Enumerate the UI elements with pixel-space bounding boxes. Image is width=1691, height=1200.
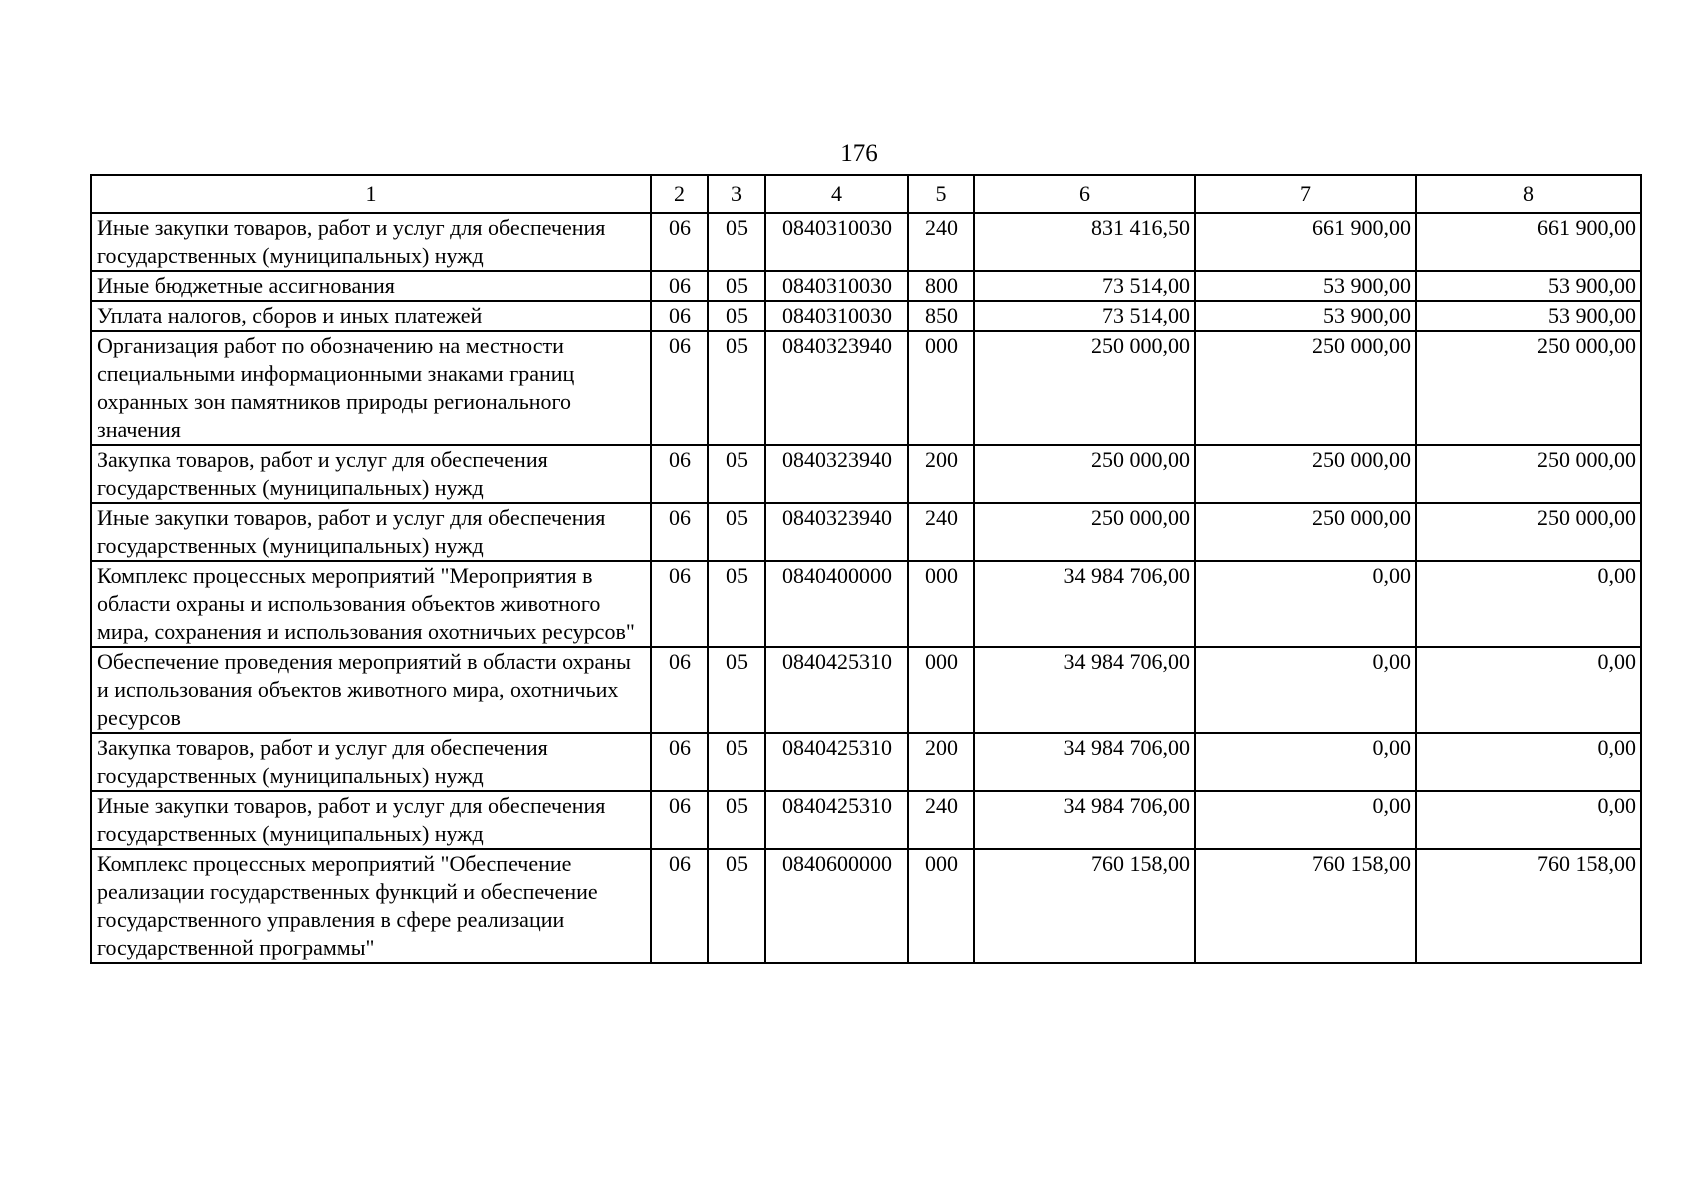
amount-cell: 53 900,00 (1195, 301, 1416, 331)
subsection-code-cell: 05 (708, 561, 765, 647)
expense-type-cell: 240 (908, 213, 974, 271)
amount-cell: 250 000,00 (974, 331, 1195, 445)
column-header: 5 (908, 175, 974, 213)
row-name-cell: Иные закупки товаров, работ и услуг для обеспечения государственных (муниципальных) нужд (91, 503, 651, 561)
row-name-cell: Уплата налогов, сборов и иных платежей (91, 301, 651, 331)
section-code-cell: 06 (651, 647, 708, 733)
amount-cell: 0,00 (1416, 561, 1641, 647)
section-code-cell: 06 (651, 849, 708, 963)
section-code-cell: 06 (651, 445, 708, 503)
table-row (91, 301, 1641, 331)
amount-cell: 250 000,00 (1416, 445, 1641, 503)
amount-cell: 34 984 706,00 (974, 791, 1195, 849)
amount-cell: 0,00 (1416, 647, 1641, 733)
table-row (91, 331, 1641, 445)
amount-cell: 53 900,00 (1195, 271, 1416, 301)
amount-cell: 0,00 (1416, 791, 1641, 849)
subsection-code-cell: 05 (708, 271, 765, 301)
target-article-cell: 0840323940 (765, 445, 908, 503)
amount-cell: 250 000,00 (974, 445, 1195, 503)
section-code-cell: 06 (651, 301, 708, 331)
row-name-cell: Иные закупки товаров, работ и услуг для обеспечения государственных (муниципальных) нужд (91, 791, 651, 849)
amount-cell: 0,00 (1195, 647, 1416, 733)
table-row (91, 561, 1641, 647)
target-article-cell: 0840310030 (765, 213, 908, 271)
amount-cell: 760 158,00 (1195, 849, 1416, 963)
amount-cell: 0,00 (1416, 733, 1641, 791)
table-row (91, 271, 1641, 301)
target-article-cell: 0840425310 (765, 733, 908, 791)
subsection-code-cell: 05 (708, 647, 765, 733)
subsection-code-cell: 05 (708, 213, 765, 271)
amount-cell: 250 000,00 (1195, 331, 1416, 445)
amount-cell: 0,00 (1195, 733, 1416, 791)
subsection-code-cell: 05 (708, 445, 765, 503)
section-code-cell: 06 (651, 503, 708, 561)
table-row (91, 503, 1641, 561)
row-name-cell: Иные закупки товаров, работ и услуг для обеспечения государственных (муниципальных) нужд (91, 213, 651, 271)
amount-cell: 831 416,50 (974, 213, 1195, 271)
expense-type-cell: 200 (908, 733, 974, 791)
row-name-cell: Иные бюджетные ассигнования (91, 271, 651, 301)
amount-cell: 661 900,00 (1416, 213, 1641, 271)
table-row (91, 791, 1641, 849)
expense-type-cell: 240 (908, 503, 974, 561)
amount-cell: 250 000,00 (974, 503, 1195, 561)
row-name-cell: Комплекс процессных мероприятий "Мероприятия в области охраны и использования объектов животного мира, сохранения и использования охотничьих ресурсов" (91, 561, 651, 647)
amount-cell: 34 984 706,00 (974, 733, 1195, 791)
amount-cell: 760 158,00 (974, 849, 1195, 963)
subsection-code-cell: 05 (708, 301, 765, 331)
target-article-cell: 0840425310 (765, 791, 908, 849)
row-name-cell: Закупка товаров, работ и услуг для обеспечения государственных (муниципальных) нужд (91, 445, 651, 503)
row-name-cell: Обеспечение проведения мероприятий в области охраны и использования объектов животного мира, охотничьих ресурсов (91, 647, 651, 733)
amount-cell: 250 000,00 (1195, 503, 1416, 561)
page-number: 176 (840, 140, 878, 167)
target-article-cell: 0840425310 (765, 647, 908, 733)
subsection-code-cell: 05 (708, 331, 765, 445)
column-header: 8 (1416, 175, 1641, 213)
expense-type-cell: 850 (908, 301, 974, 331)
table-row (91, 849, 1641, 963)
column-header: 6 (974, 175, 1195, 213)
section-code-cell: 06 (651, 271, 708, 301)
expense-type-cell: 200 (908, 445, 974, 503)
expense-type-cell: 240 (908, 791, 974, 849)
column-header: 3 (708, 175, 765, 213)
amount-cell: 0,00 (1195, 791, 1416, 849)
table-row (91, 213, 1641, 271)
row-name-cell: Комплекс процессных мероприятий "Обеспечение реализации государственных функций и обеспечение государственного управления в сфере реализации государственной программы" (91, 849, 651, 963)
column-header: 4 (765, 175, 908, 213)
amount-cell: 53 900,00 (1416, 271, 1641, 301)
row-name-cell: Закупка товаров, работ и услуг для обеспечения государственных (муниципальных) нужд (91, 733, 651, 791)
expense-type-cell: 800 (908, 271, 974, 301)
target-article-cell: 0840323940 (765, 331, 908, 445)
target-article-cell: 0840600000 (765, 849, 908, 963)
section-code-cell: 06 (651, 791, 708, 849)
amount-cell: 73 514,00 (974, 271, 1195, 301)
target-article-cell: 0840310030 (765, 301, 908, 331)
row-name-cell: Организация работ по обозначению на местности специальными информационными знаками границ охранных зон памятников природы регионального значения (91, 331, 651, 445)
table-row (91, 445, 1641, 503)
amount-cell: 661 900,00 (1195, 213, 1416, 271)
amount-cell: 250 000,00 (1195, 445, 1416, 503)
expense-type-cell: 000 (908, 647, 974, 733)
amount-cell: 34 984 706,00 (974, 647, 1195, 733)
amount-cell: 250 000,00 (1416, 503, 1641, 561)
subsection-code-cell: 05 (708, 733, 765, 791)
section-code-cell: 06 (651, 331, 708, 445)
subsection-code-cell: 05 (708, 791, 765, 849)
subsection-code-cell: 05 (708, 849, 765, 963)
table-row (91, 647, 1641, 733)
expense-type-cell: 000 (908, 849, 974, 963)
amount-cell: 34 984 706,00 (974, 561, 1195, 647)
target-article-cell: 0840323940 (765, 503, 908, 561)
section-code-cell: 06 (651, 213, 708, 271)
amount-cell: 73 514,00 (974, 301, 1195, 331)
expense-type-cell: 000 (908, 331, 974, 445)
budget-table (90, 174, 1642, 964)
column-header: 2 (651, 175, 708, 213)
column-header: 7 (1195, 175, 1416, 213)
target-article-cell: 0840400000 (765, 561, 908, 647)
amount-cell: 0,00 (1195, 561, 1416, 647)
table-row (91, 733, 1641, 791)
amount-cell: 250 000,00 (1416, 331, 1641, 445)
section-code-cell: 06 (651, 733, 708, 791)
column-header: 1 (91, 175, 651, 213)
subsection-code-cell: 05 (708, 503, 765, 561)
amount-cell: 760 158,00 (1416, 849, 1641, 963)
header-row (91, 175, 1641, 213)
amount-cell: 53 900,00 (1416, 301, 1641, 331)
target-article-cell: 0840310030 (765, 271, 908, 301)
section-code-cell: 06 (651, 561, 708, 647)
expense-type-cell: 000 (908, 561, 974, 647)
